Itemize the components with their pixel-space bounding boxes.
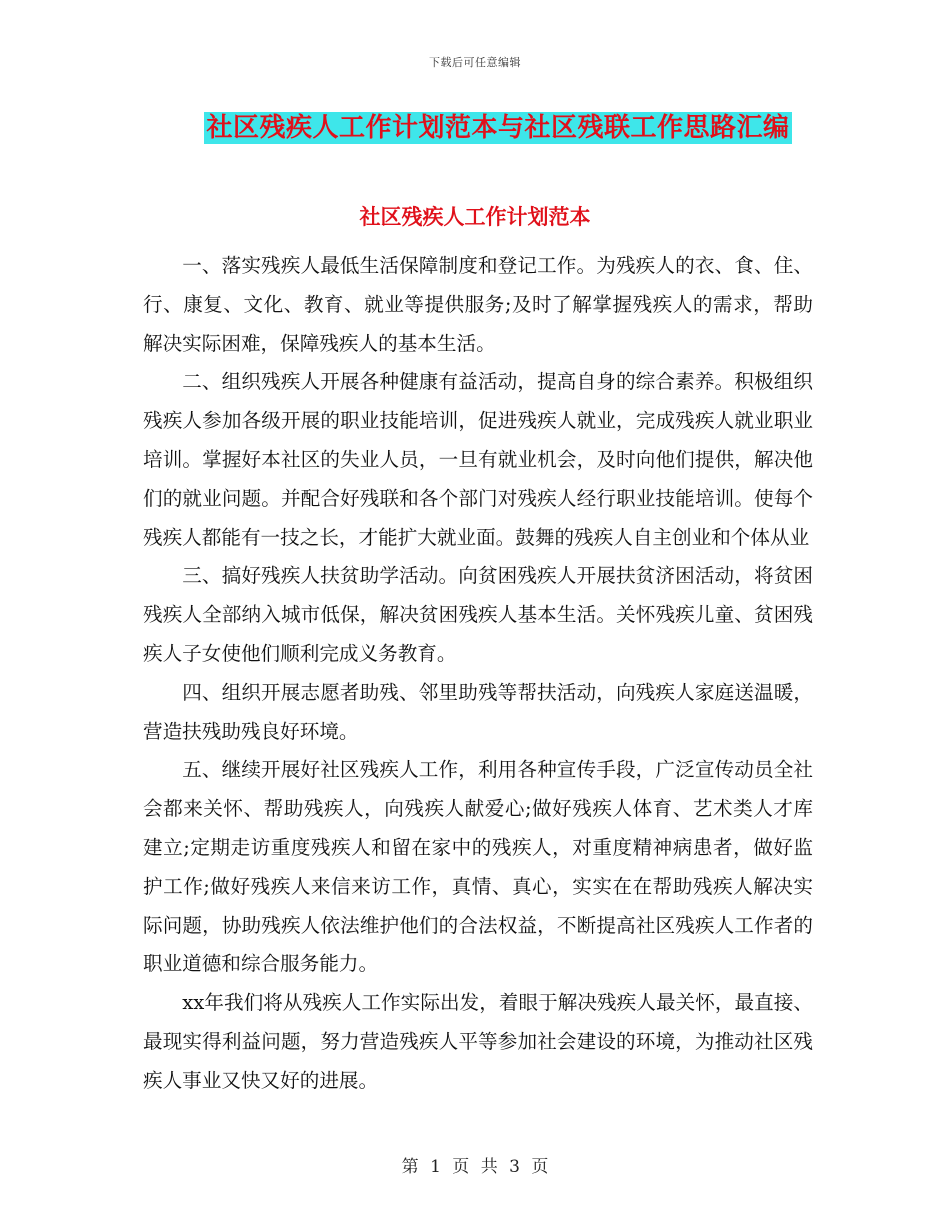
- main-title-container: [0, 112, 950, 144]
- paragraph-3: 三、搞好残疾人扶贫助学活动。向贫困残疾人开展扶贫济困活动，将贫困残疾人全部纳入城市低保，解决贫困残疾人基本生活。关怀残疾儿童、贫困残疾人子女使他们顺利完成义务教育。: [143, 564, 813, 665]
- document-body: [143, 247, 813, 1101]
- header-note: 下载后可任意编辑: [429, 56, 521, 69]
- paragraph-2: 二、组织残疾人开展各种健康有益活动，提高自身的综合素养。积极组织残疾人参加各级开展的职业技能培训，促进残疾人就业，完成残疾人就业职业培训。掌握好本社区的失业人员，一旦有就业机会，及时向他们提供，解决他们的就业问题。并配合好残联和各个部门对残疾人经行职业技能培训。使每个残疾人都能有一技之长，才能扩大就业面。鼓舞的残疾人自主创业和个体从业: [143, 370, 813, 549]
- paragraph-5: 五、继续开展好社区残疾人工作，利用各种宣传手段，广泛宣传动员全社会都来关怀、帮助残疾人，向残疾人献爱心;做好残疾人体育、艺术类人才库建立;定期走访重度残疾人和留在家中的残疾人，对重度精神病患者，做好监护工作;做好残疾人来信来访工作，真情、真心，实实在在帮助残疾人解决实际问题，协助残疾人依法维护他们的合法权益，不断提高社区残疾人工作者的职业道德和综合服务能力。: [143, 758, 813, 976]
- document-title: 社区残疾人工作计划范本与社区残联工作思路汇编: [206, 113, 790, 143]
- paragraph-1: 一、落实残疾人最低生活保障制度和登记工作。为残疾人的衣、食、住、行、康复、文化、教育、就业等提供服务;及时了解掌握残疾人的需求，帮助解决实际困难，保障残疾人的基本生活。: [143, 254, 813, 355]
- section-title: 社区残疾人工作计划范本: [359, 205, 591, 229]
- paragraph-6: xx年我们将从残疾人工作实际出发，着眼于解决残疾人最关怀，最直接、最现实得利益问题，努力营造残疾人平等参加社会建设的环境，为推动社区残疾人事业又快又好的进展。: [143, 991, 813, 1092]
- paragraph-4: 四、组织开展志愿者助残、邻里助残等帮扶活动，向残疾人家庭送温暖，营造扶残助残良好环境。: [143, 680, 813, 743]
- page-number-footer: 第 1 页 共 3 页: [401, 1157, 549, 1177]
